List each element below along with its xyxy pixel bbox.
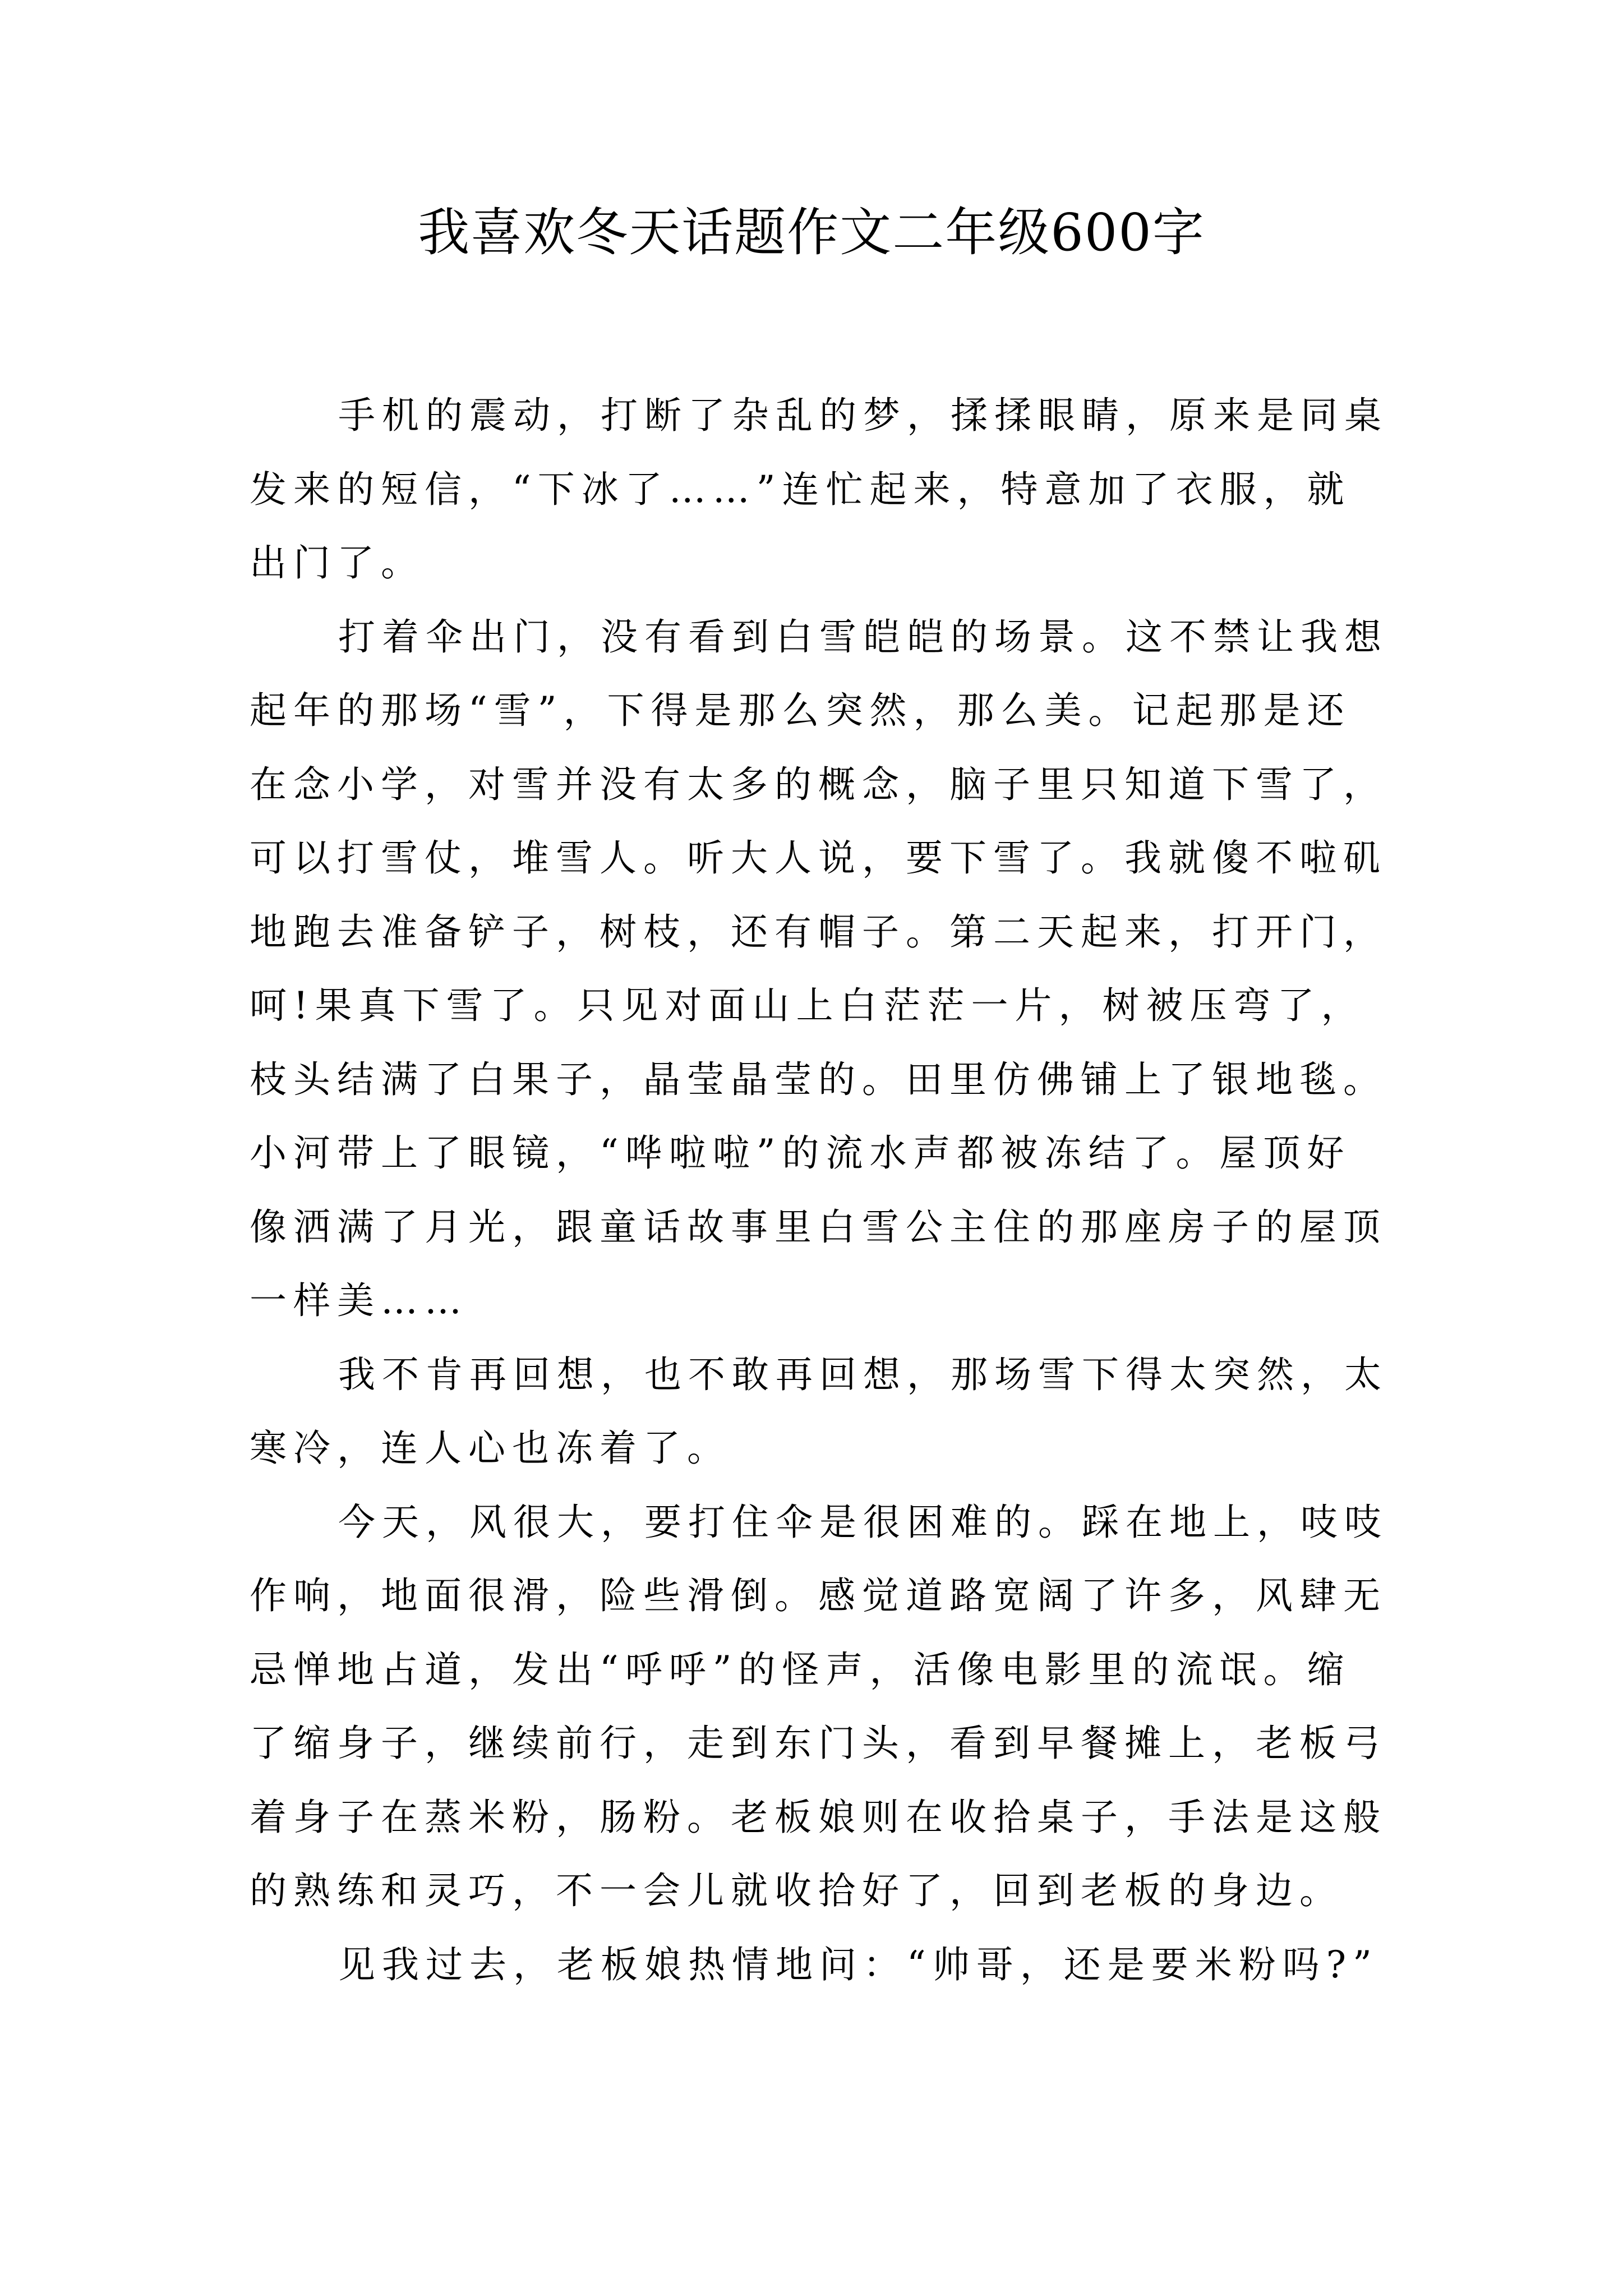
paragraph [250, 600, 1388, 1338]
text-line: 出门了。 [250, 541, 425, 585]
text-line: 作响，地面很滑，险些滑倒。感觉道路宽阔了许多，风肆无 [250, 1574, 1387, 1617]
text-line: 可以打雪仗，堆雪人。听大人说，要下雪了。我就傻不啦矶 [250, 836, 1387, 880]
text-line: 在念小学，对雪并没有太多的概念，脑子里只知道下雪了， [250, 762, 1387, 806]
text-line: 的熟练和灵巧，不一会儿就收拾好了，回到老板的身边。 [250, 1869, 1343, 1912]
text-line: 地跑去准备铲子，树枝，还有帽子。第二天起来，打开门， [250, 910, 1387, 954]
text-line: 手机的震动，打断了杂乱的梦，揉揉眼睛，原来是同桌 [338, 394, 1388, 437]
paragraph [250, 1485, 1388, 1928]
text-line: 一样美…… [250, 1279, 468, 1322]
paragraph [250, 1928, 1388, 2002]
document-body [250, 379, 1388, 2001]
text-line: 发来的短信，“下冰了……”连忙起来，特意加了衣服，就 [250, 467, 1351, 511]
text-line: 起年的那场“雪”，下得是那么突然，那么美。记起那是还 [250, 689, 1351, 732]
text-line: 像洒满了月光，跟童话故事里白雪公主住的那座房子的屋顶 [250, 1205, 1387, 1249]
text-line: 我不肯再回想，也不敢再回想，那场雪下得太突然，太 [338, 1352, 1388, 1396]
paragraph [250, 1338, 1388, 1485]
text-line: 着身子在蒸米粉，肠粉。老板娘则在收拾桌子，手法是这般 [250, 1795, 1387, 1839]
paragraph [250, 379, 1388, 600]
text-line: 小河带上了眼镜，“哗啦啦”的流水声都被冻结了。屋顶好 [250, 1131, 1351, 1175]
text-line: 打着伞出门，没有看到白雪皑皑的场景。这不禁让我想 [338, 615, 1388, 659]
text-line: 了缩身子，继续前行，走到东门头，看到早餐摊上，老板弓 [250, 1722, 1387, 1765]
text-line: 忌惮地占道，发出“呼呼”的怪声，活像电影里的流氓。缩 [250, 1648, 1351, 1691]
text-line: 呵!果真下雪了。只见对面山上白茫茫一片，树被压弯了， [250, 984, 1365, 1027]
text-line: 枝头结满了白果子，晶莹晶莹的。田里仿佛铺上了银地毯。 [250, 1057, 1387, 1101]
text-line: 寒冷，连人心也冻着了。 [250, 1427, 731, 1470]
text-line: 今天，风很大，要打住伞是很困难的。踩在地上，吱吱 [338, 1500, 1388, 1544]
document-title: 我喜欢冬天话题作文二年级600字 [418, 203, 1205, 263]
text-line: 见我过去，老板娘热情地问：“帅哥，还是要米粉吗?” [338, 1943, 1378, 1986]
